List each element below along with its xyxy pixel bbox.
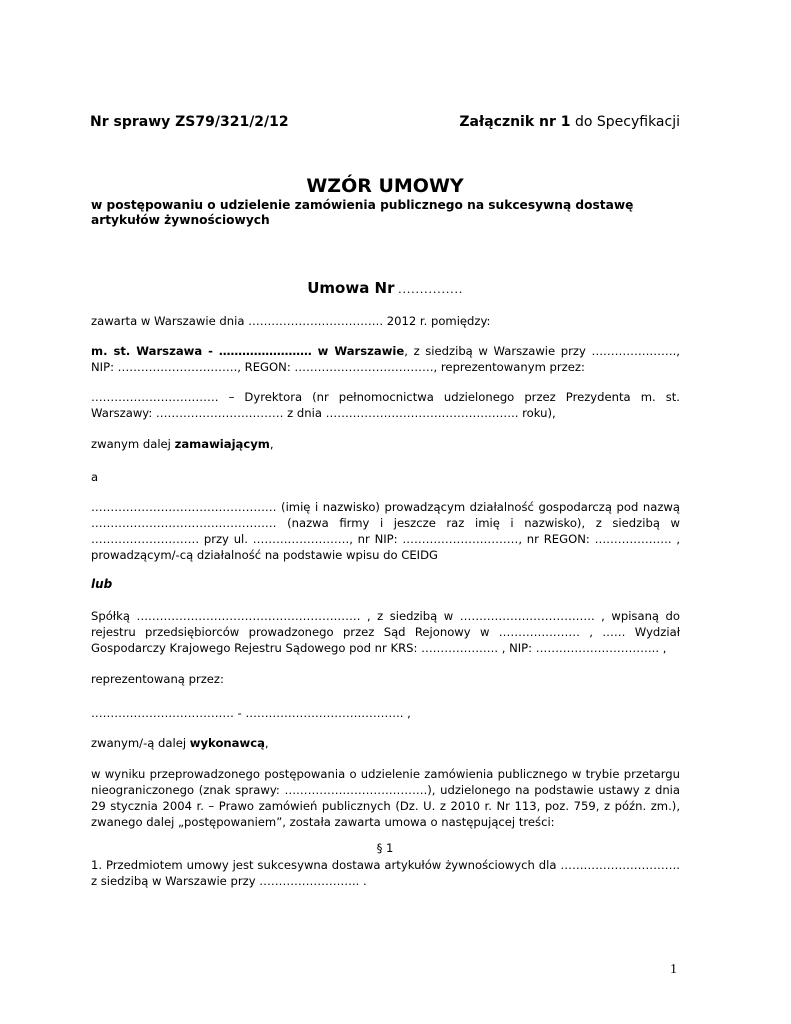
attachment-label [459, 114, 680, 130]
page-number: 1 [670, 962, 677, 977]
director-paragraph: …………………………… – Dyrektora (nr pełnomocnictwa udzielonego przez Prezydenta m. st. Warszawy: …………………………… z dnia ………………………………………….. roku), [91, 390, 680, 420]
representatives-dots: ………………………………. - ………………………………….. , [91, 706, 411, 720]
contractor-suffix: , [264, 736, 269, 750]
attachment-bold: Załącznik nr 1 [459, 114, 571, 130]
section-sign: § 1 [376, 841, 394, 855]
contractor-paragraph [91, 735, 680, 751]
and-line: a [91, 470, 99, 484]
city-rest: , z siedzibą w Warszawie przy …………………., NIP: …………………………., REGON: ………………………………, reprezentowanym przez: [91, 344, 680, 374]
item-1-paragraph: 1. Przedmiotem umowy jest sukcesywna dostawa artykułów żywnościowych dla …………………………. z siedzibą w Warszawie przy …………………….. . [91, 858, 680, 888]
called-prefix: zwanym dalej [91, 437, 175, 451]
contractor-prefix: zwanym/-ą dalej [91, 736, 190, 750]
contractor-bold: wykonawcą [189, 736, 265, 750]
represented-line: reprezentowaną przez: [91, 672, 224, 686]
case-number: Nr sprawy ZS79/321/2/12 [90, 114, 289, 130]
attachment-rest: do Specyfikacji [570, 114, 680, 130]
city-paragraph [91, 343, 680, 375]
contract-number-dots: …………… [394, 281, 463, 296]
contract-number-label: Umowa Nr [307, 279, 395, 297]
called-suffix: , [269, 437, 274, 451]
person-paragraph: ………………………………………… (imię i nazwisko) prowadzącym działalność gospodarczą pod nazwą ………………………………………… (nazwa firmy i jeszcze raz imię i nazwisko), z siedzibą w ………………………. przy ul. ……………………., nr NIP: …………………………, nr REGON: ……………….. , prowadzącym/-cą działalność na podstawie wpisu do CEIDG [91, 500, 680, 562]
document-subtitle: w postępowaniu o udzielenie zamówienia publicznego na sukcesywną dostawę artykułów żywnościowych [91, 198, 634, 227]
city-bold: m. st. Warszawa - …………………… w Warszawie [91, 344, 405, 358]
or-label: lub [91, 577, 113, 591]
contract-number [0, 279, 770, 297]
result-paragraph: w wyniku przeprowadzonego postępowania o udzielenie zamówienia publicznego w trybie przetargu nieograniczonego (znak sprawy: ……………………………….), udzielonego na podstawie ustawy z dnia 29 stycznia 2004 r. – Prawo zamówień publicznych (Dz. U. z 2010 r. Nr 113, poz. 759, z późn. zm.), zwanego dalej „postępowaniem”, została zawarta umowa o następującej treści: [91, 767, 680, 829]
called-paragraph [91, 436, 680, 452]
company-paragraph: Spółką …………………………………………………. , z siedzibą w …………………………….. , wpisaną do rejestru przedsiębiorców prowadzonego przez Sąd Rejonowy w ………………… , …… Wydział Gospodarczy Krajowego Rejestru Sądowego pod nr KRS: ……………….. , NIP: ………………………….. , [91, 609, 680, 655]
called-bold: zamawiającym [174, 437, 270, 451]
document-title: WZÓR UMOWY [306, 175, 464, 197]
concluded-paragraph: zawarta w Warszawie dnia …………………………….. 2012 r. pomiędzy: [91, 314, 491, 328]
